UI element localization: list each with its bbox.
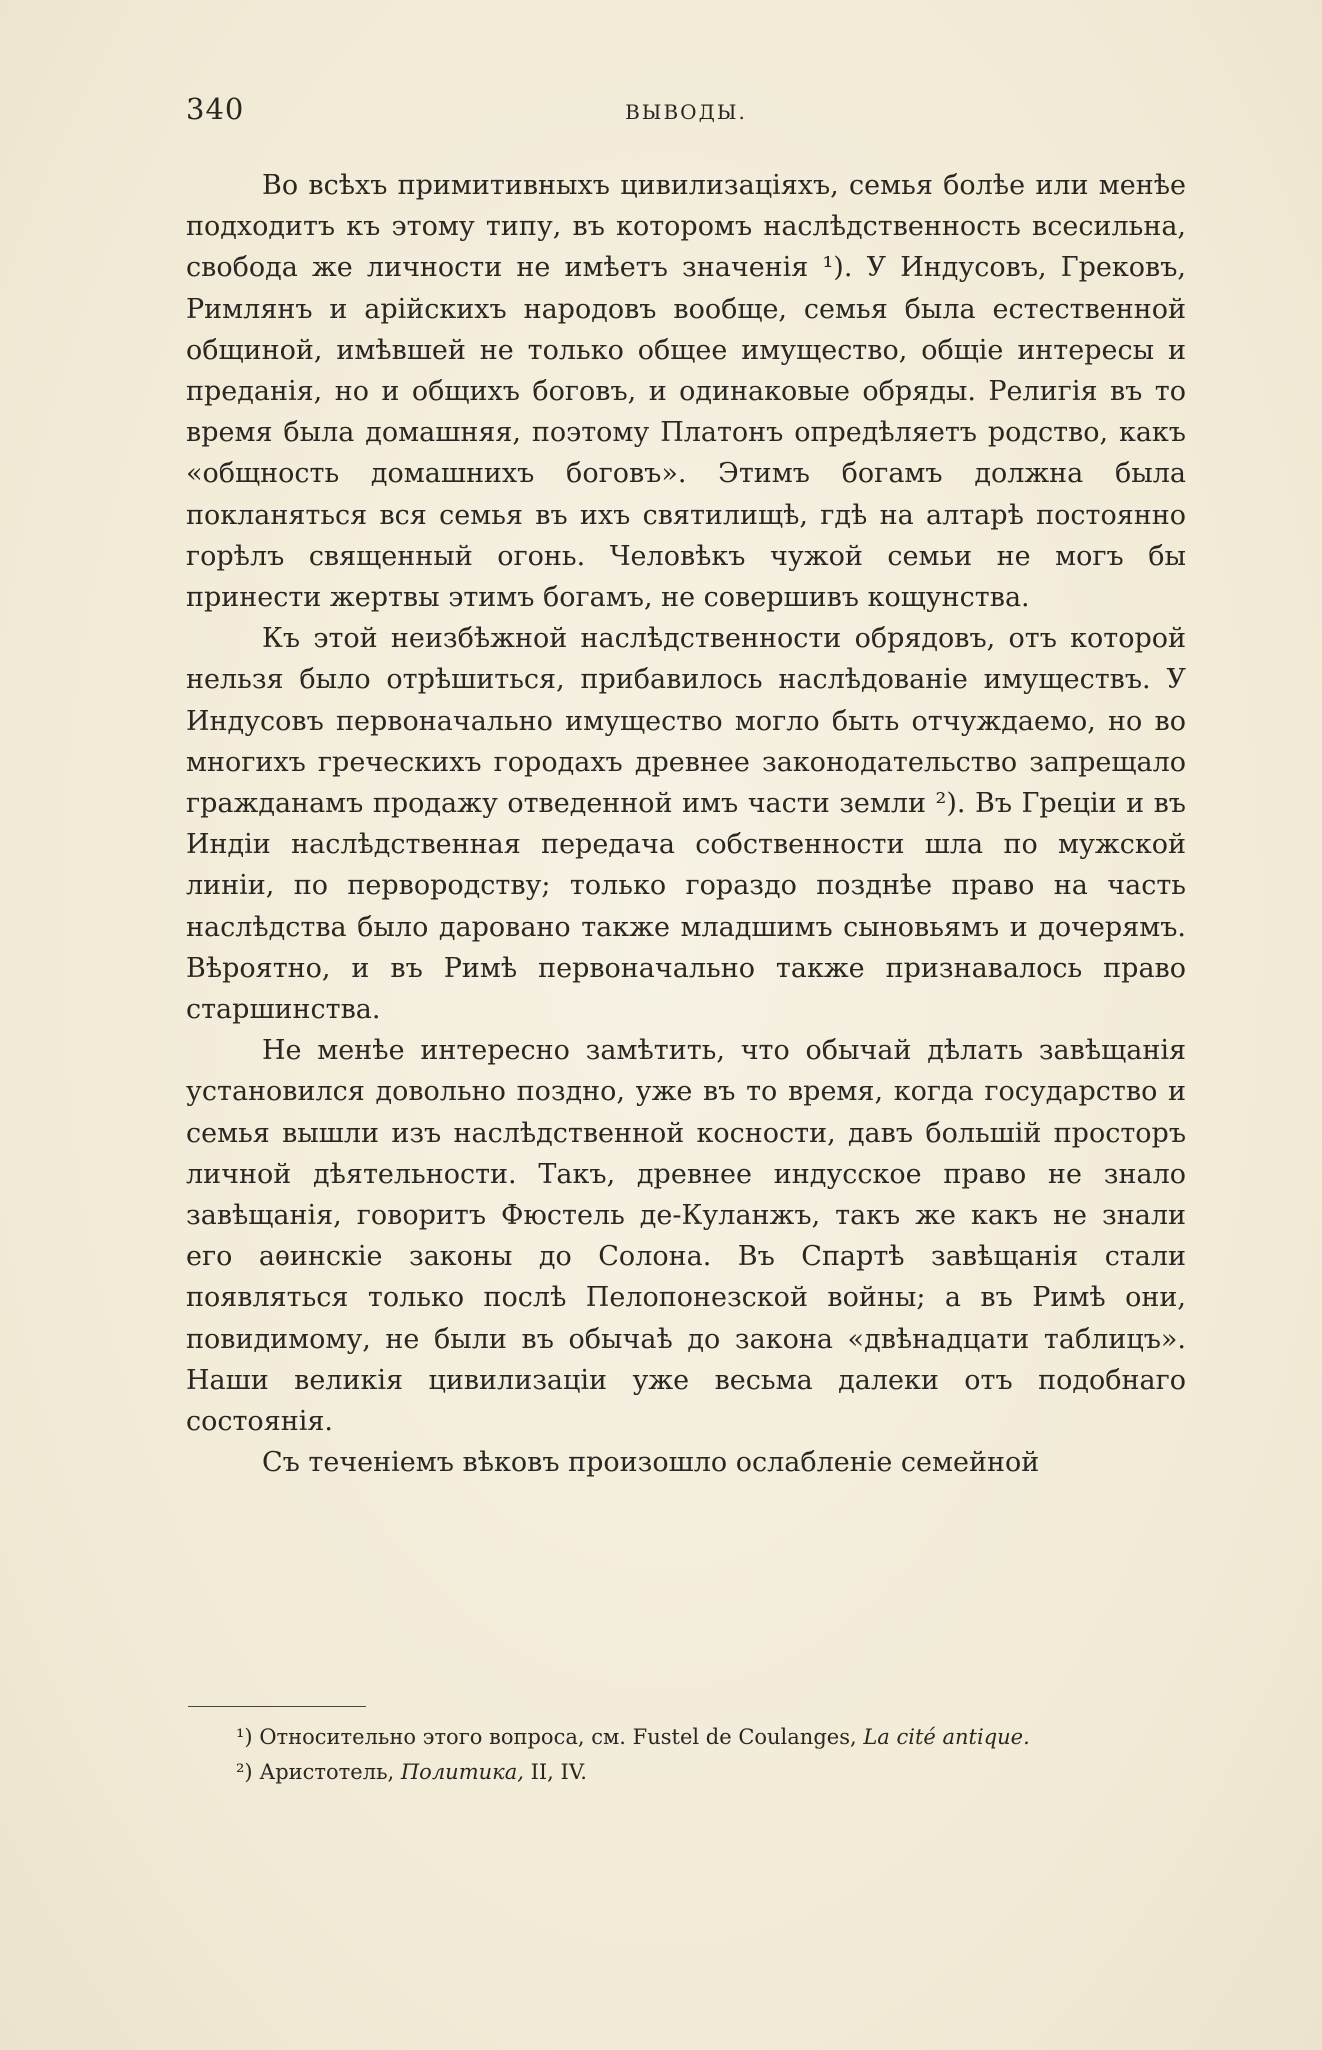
footnotes	[186, 1720, 1186, 1790]
paragraph: Не менѣе интересно замѣтить, что обычай дѣлать завѣщанія установился довольно поздно, уже въ то время, когда государство и семья вышли изъ наслѣдственной косности, давъ большій просторъ личной дѣятельности. Такъ, древнее индусское право не знало завѣщанія, говоритъ Фюстель де-Куланжъ, такъ же какъ не знали его аѳинскіе законы до Солона. Въ Спартѣ завѣщанія стали появляться только послѣ Пелопонезской войны; а въ Римѣ они, повидимому, не были въ обычаѣ до закона «двѣнадцати таблицъ». Наши великія цивилизаціи уже весьма далеки отъ подобнаго состоянія.	[186, 1035, 1186, 1438]
footnote-marker: ²)	[236, 1760, 253, 1784]
footnote-italic-title: Политика,	[400, 1760, 524, 1784]
footnote-text: Относительно этого вопроса, см. Fustel de Coulanges,	[259, 1725, 857, 1749]
page-number: 340	[186, 92, 245, 126]
footnote-reference: II, IV.	[530, 1760, 587, 1784]
paragraph: Съ теченіемъ вѣковъ произошло ослабленіе семейной	[262, 1447, 1040, 1479]
paragraph: Во всѣхъ примитивныхъ цивилизаціяхъ, семья болѣе или менѣе подходитъ къ этому типу, въ которомъ наслѣдственность всесильна, свобода же личности не имѣетъ значенія ¹). У Индусовъ, Грековъ, Римлянъ и арійскихъ народовъ вообще, семья была естественной общиной, имѣвшей не только общее имущество, общіе интересы и преданія, но и общихъ боговъ, и одинаковые обряды. Религія въ то время была домашняя, поэтому Платонъ опредѣляетъ родство, какъ «общность домашнихъ боговъ». Этимъ богамъ должна была покланяться вся семья въ ихъ святилищѣ, гдѣ на алтарѣ постоянно горѣлъ священный огонь. Человѣкъ чужой семьи не могъ бы принести жертвы этимъ богамъ, не совершивъ кощунства.	[186, 170, 1186, 614]
footnote-text: Аристотель,	[259, 1760, 395, 1784]
footnote-marker: ¹)	[236, 1725, 253, 1749]
page-header	[186, 92, 1186, 132]
footnote-1	[186, 1720, 1186, 1755]
footnote-italic-title: La cité antique.	[863, 1725, 1030, 1749]
running-title: ВЫВОДЫ.	[625, 100, 747, 124]
paragraph: Къ этой неизбѣжной наслѣдственности обрядовъ, отъ которой нельзя было отрѣшиться, прибавилось наслѣдованіе имуществъ. У Индусовъ первоначально имущество могло быть отчуждаемо, но во многихъ греческихъ городахъ древнее законодательство запрещало гражданамъ продажу отведенной имъ части земли ²). Въ Греціи и въ Индіи наслѣдственная передача собственности шла по мужской линіи, по первородству; только гораздо позднѣе право на часть наслѣдства было даровано также младшимъ сыновьямъ и дочерямъ. Вѣроятно, и въ Римѣ первоначально также признавалось право старшинства.	[186, 623, 1186, 1026]
footnote-2	[186, 1755, 1186, 1790]
footnote-divider	[188, 1706, 366, 1707]
main-text	[186, 165, 1186, 1484]
